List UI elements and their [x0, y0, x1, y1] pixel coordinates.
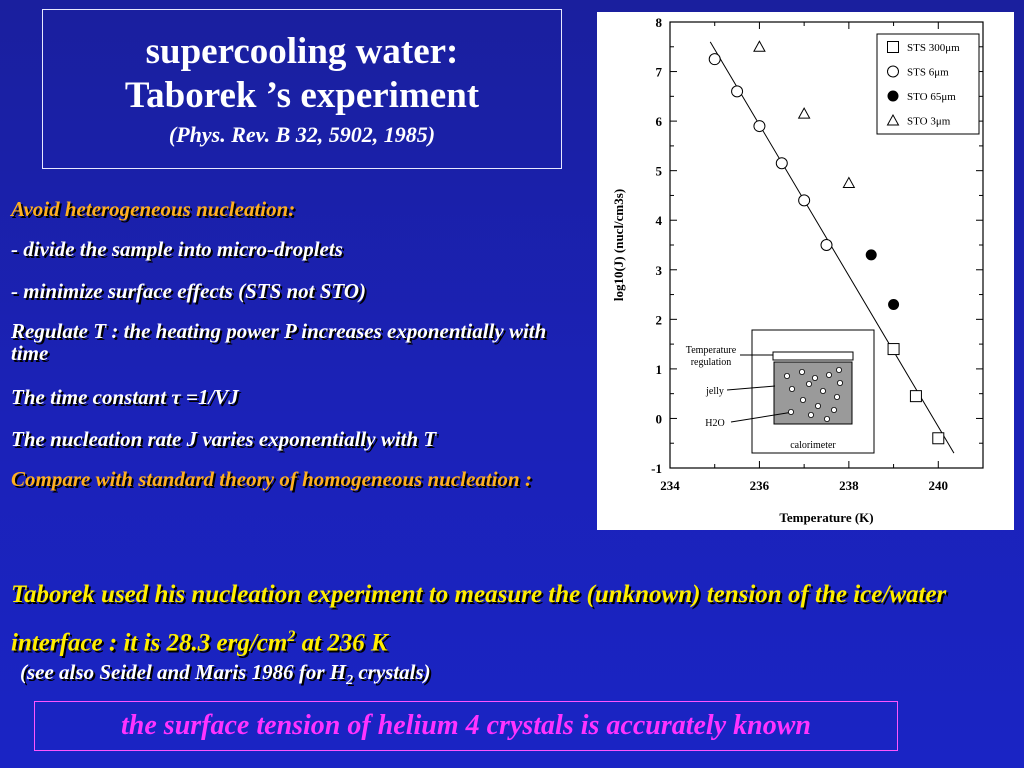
y-tick-label: -1 — [651, 461, 662, 476]
inset-droplet — [826, 372, 831, 377]
footer-box — [34, 701, 898, 751]
data-point-filled-circle — [866, 250, 876, 260]
bullet-4: Regulate T : the heating power P increases exponentially with time — [11, 319, 547, 365]
slide-reference: (Phys. Rev. B 32, 5902, 1985) — [168, 122, 436, 147]
bullet-7: Compare with standard theory of homogeneous nucleation : — [11, 467, 532, 491]
data-point-filled-circle — [889, 299, 899, 309]
note-suffix: crystals) — [353, 660, 431, 684]
note-prefix: (see also Seidel and Maris 1986 for H — [20, 660, 347, 684]
bullet-6: The nucleation rate J varies exponentially with T — [11, 427, 437, 451]
inset-droplet — [799, 369, 804, 374]
inset-droplet — [836, 367, 841, 372]
conclusion-text: Taborek used his nucleation experiment to measure the (unknown) tension of the ice/water interface : it is 28.3 erg/cm — [11, 581, 947, 657]
conclusion-tail: at 236 K — [295, 629, 388, 657]
inset-label: regulation — [690, 357, 732, 368]
slide-title-line-2: Taborek ’s experiment — [124, 75, 480, 116]
footer-text: the surface tension of helium 4 crystals is accurately known — [121, 710, 811, 741]
legend-marker-filled-circle — [888, 91, 898, 101]
data-point-square — [888, 344, 899, 355]
y-tick-label: 6 — [655, 114, 662, 130]
y-tick-label: 3 — [655, 262, 662, 278]
data-point-circle — [754, 121, 765, 132]
nucleation-chart — [597, 12, 1014, 530]
data-point-triangle — [799, 108, 810, 118]
inset-label: H2O — [705, 418, 725, 429]
inset-label: jelly — [706, 386, 724, 397]
y-tick-label: 2 — [655, 312, 662, 328]
legend-marker-circle — [888, 66, 899, 77]
note-subscript: 2 — [346, 673, 354, 689]
nucleation-chart-panel — [597, 12, 1014, 530]
inset-droplet — [824, 416, 829, 421]
inset-droplet — [788, 409, 793, 414]
inset-droplet — [800, 397, 805, 402]
legend-marker-square — [888, 42, 899, 53]
inset-droplet — [784, 373, 789, 378]
legend-label: STO 65μm — [907, 91, 956, 103]
slide-title-line-1: supercooling water: — [145, 31, 459, 72]
y-axis-label: log10(J) (nucl/cm3s) — [611, 188, 626, 302]
y-tick-label: 5 — [655, 163, 662, 179]
bullet-3: - minimize surface effects (STS not STO) — [11, 279, 367, 303]
inset-droplet — [834, 394, 839, 399]
data-point-circle — [709, 54, 720, 65]
y-tick-label: 7 — [655, 64, 662, 80]
inset-regulation-plate — [773, 352, 853, 360]
inset-droplet — [815, 403, 820, 408]
conclusion-paragraph — [11, 574, 1001, 664]
y-tick-label: 0 — [655, 411, 662, 427]
seidel-maris-note — [20, 660, 431, 689]
y-tick-label: 8 — [655, 15, 662, 30]
x-tick-label: 238 — [839, 478, 859, 493]
data-point-triangle — [843, 178, 854, 188]
conclusion-superscript: 2 — [287, 628, 296, 645]
data-point-circle — [821, 240, 832, 251]
title-box — [42, 9, 562, 169]
inset-label: Temperature — [685, 345, 737, 356]
x-tick-label: 240 — [928, 478, 949, 493]
inset-droplet — [820, 388, 825, 393]
y-tick-label: 1 — [655, 361, 662, 377]
legend-label: STO 3μm — [907, 115, 951, 128]
inset-droplet — [808, 412, 813, 417]
bullet-1: Avoid heterogeneous nucleation: — [11, 197, 296, 221]
inset-droplet — [806, 381, 811, 386]
data-point-circle — [799, 195, 810, 206]
data-point-square — [910, 391, 921, 402]
data-point-circle — [776, 158, 787, 169]
inset-label: calorimeter — [790, 440, 836, 451]
inset-droplet — [837, 380, 842, 385]
data-point-square — [933, 433, 944, 444]
inset-droplet — [812, 375, 817, 380]
data-point-triangle — [754, 41, 765, 51]
inset-droplet — [831, 407, 836, 412]
bullet-5: The time constant τ =1/VJ — [11, 385, 239, 409]
legend-label: STS 300μm — [907, 42, 960, 54]
x-tick-label: 236 — [749, 478, 770, 493]
legend-label: STS 6μm — [907, 66, 949, 79]
x-tick-label: 234 — [660, 478, 680, 493]
bullet-2: - divide the sample into micro-droplets — [11, 237, 343, 261]
data-point-circle — [732, 86, 743, 97]
inset-droplet — [789, 386, 794, 391]
y-tick-label: 4 — [655, 213, 662, 229]
x-axis-label: Temperature (K) — [779, 510, 874, 525]
